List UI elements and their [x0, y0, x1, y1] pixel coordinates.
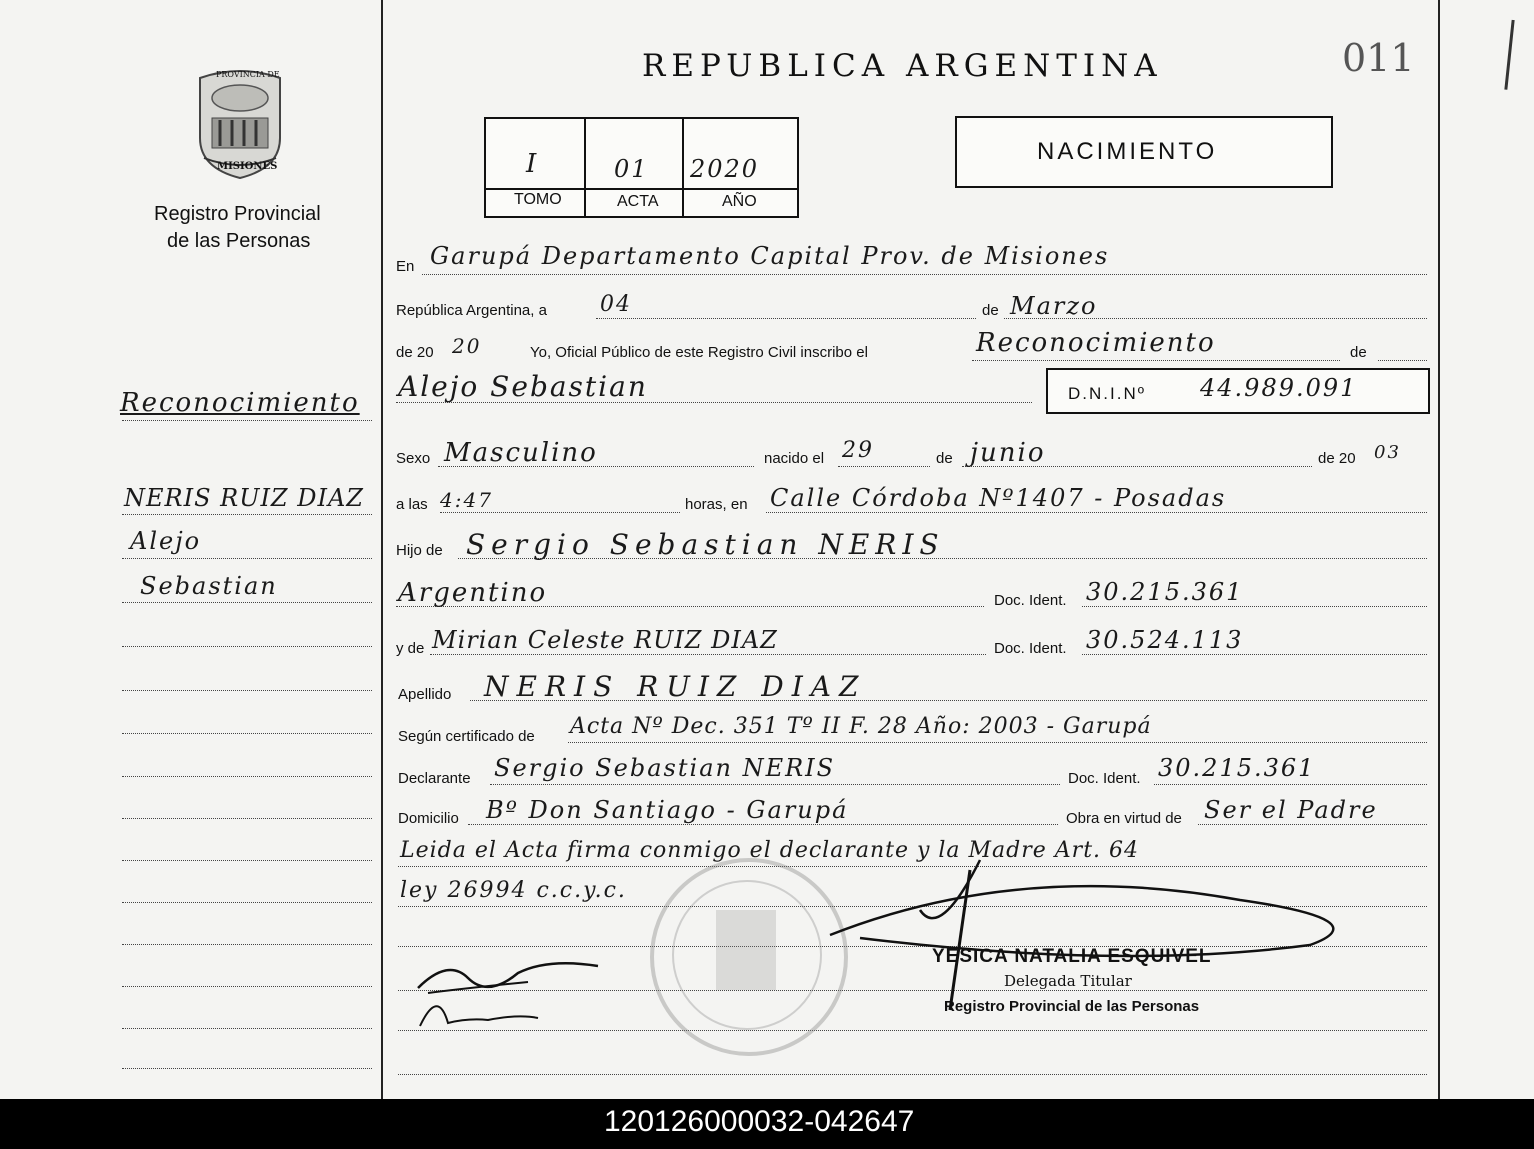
margin-row-11 — [122, 902, 372, 903]
margin-row-5 — [122, 646, 372, 647]
margin-row-8 — [122, 776, 372, 777]
value-certificado: Acta Nº Dec. 351 Tº II F. 28 Año: 2003 - Garupá — [570, 714, 1152, 739]
line-hora — [440, 512, 680, 513]
margin-row-12 — [122, 944, 372, 945]
margin-row-13 — [122, 986, 372, 987]
anio-label: AÑO — [722, 193, 757, 210]
footer-bar — [0, 1099, 1534, 1149]
official-name: YESICA NATALIA ESQUIVEL — [932, 946, 1212, 967]
label-de-20-nac: de 20 — [1318, 450, 1356, 467]
margin-divider-line — [381, 0, 383, 1099]
line-dia — [596, 318, 976, 319]
label-sexo: Sexo — [396, 450, 431, 467]
tomo-label: TOMO — [514, 191, 562, 208]
record-type-label: NACIMIENTO — [1037, 138, 1218, 165]
side-mark — [1504, 20, 1518, 90]
line-madre-doc — [1082, 654, 1427, 655]
margin-row-9 — [122, 818, 372, 819]
value-nac-mes: junio — [970, 438, 1046, 468]
margin-row-15 — [122, 1068, 372, 1069]
label-domicilio: Domicilio — [398, 810, 459, 827]
value-mes: Marzo — [1010, 292, 1098, 320]
label-segun-certificado: Según certificado de — [398, 728, 535, 745]
label-en: En — [396, 258, 415, 275]
folio-number: 011 — [1342, 36, 1415, 80]
barcode-number: 120126000032-042647 — [604, 1105, 915, 1138]
registry-name-line2: de las Personas — [167, 230, 311, 252]
line-lugar-nac — [766, 512, 1427, 513]
value-anio: 20 — [452, 334, 482, 358]
value-declarante-doc: 30.215.361 — [1158, 754, 1316, 782]
signature-official — [820, 850, 1380, 1020]
label-declarante: Declarante — [398, 770, 471, 787]
value-domicilio: Bº Don Santiago - Garupá — [486, 796, 849, 824]
label-doc-ident-madre: Doc. Ident. — [994, 640, 1067, 657]
value-sexo: Masculino — [444, 438, 598, 468]
margin-row-6 — [122, 690, 372, 691]
line-nac-dia — [838, 466, 930, 467]
value-nac-dia: 29 — [842, 438, 874, 463]
label-y-de: y de — [396, 640, 425, 657]
tomo-acta-anio-box — [484, 117, 799, 218]
label-de-mes: de — [982, 302, 999, 319]
label-yo-oficial: Yo, Oficial Público de este Registro Civil inscribo el — [530, 344, 868, 361]
value-dni: 44.989.091 — [1200, 374, 1358, 402]
registry-name-line1: Registro Provincial — [154, 203, 321, 225]
value-nacionalidad: Argentino — [398, 578, 548, 608]
value-apellido: NERIS RUIZ DIAZ — [484, 670, 867, 703]
line-declarante-doc — [1154, 784, 1427, 785]
label-obra: Obra en virtud de — [1066, 810, 1182, 827]
line-domicilio — [468, 824, 1058, 825]
margin-name1: Alejo — [130, 527, 202, 555]
value-madre-doc: 30.524.113 — [1086, 626, 1244, 654]
label-apellido: Apellido — [398, 686, 452, 703]
official-title: Delegada Titular — [1004, 972, 1132, 990]
label-doc-ident-padre: Doc. Ident. — [994, 592, 1067, 609]
value-nota2: ley 26994 c.c.y.c. — [400, 878, 627, 903]
value-acto: Reconocimiento — [976, 328, 1216, 358]
line-declarante — [490, 784, 1060, 785]
value-nac-anio: 03 — [1374, 442, 1401, 463]
line-obra — [1198, 824, 1427, 825]
value-declarante: Sergio Sebastian NERIS — [494, 754, 836, 782]
official-office: Registro Provincial de las Personas — [944, 998, 1200, 1015]
value-lugar: Garupá Departamento Capital Prov. de Misiones — [430, 242, 1110, 270]
value-padre: Sergio Sebastian NERIS — [466, 528, 945, 561]
signature-declarante — [408, 948, 608, 1048]
margin-row-7 — [122, 733, 372, 734]
label-republica: República Argentina, a — [396, 302, 547, 319]
value-nota1: Leida el Acta firma conmigo el declarante y la Madre Art. 64 — [400, 838, 1140, 863]
margin-row-2 — [122, 514, 372, 515]
record-type-box — [955, 116, 1333, 188]
country-title: REPUBLICA ARGENTINA — [642, 48, 1163, 84]
margin-name2: Sebastian — [140, 572, 278, 600]
value-madre: Mirian Celeste RUIZ DIAZ — [432, 626, 778, 654]
value-nombre: Alejo Sebastian — [398, 370, 648, 403]
line-de-acto-end — [1378, 360, 1427, 361]
value-padre-doc: 30.215.361 — [1086, 578, 1244, 606]
official-stamp — [650, 858, 848, 1056]
line-padre-doc — [1082, 606, 1427, 607]
margin-surname: NERIS RUIZ DIAZ — [124, 484, 364, 512]
label-nacido-el: nacido el — [764, 450, 825, 467]
label-doc-ident-declarante: Doc. Ident. — [1068, 770, 1141, 787]
label-de-acto: de — [1350, 344, 1367, 361]
acta-value: 01 — [614, 155, 649, 183]
label-de-20: de 20 — [396, 344, 434, 361]
value-lugar-nac: Calle Córdoba Nº1407 - Posadas — [770, 484, 1227, 512]
margin-row-14 — [122, 1028, 372, 1029]
margin-title: Reconocimiento — [120, 388, 360, 418]
margin-row-3 — [122, 558, 372, 559]
value-hora: 4:47 — [440, 488, 493, 512]
seal-bottom-text: MISIONES — [217, 161, 278, 172]
value-obra: Ser el Padre — [1204, 796, 1378, 824]
anio-value: 2020 — [690, 155, 760, 183]
acta-label: ACTA — [617, 193, 659, 210]
label-hijo-de: Hijo de — [396, 542, 443, 559]
label-dni: D.N.I.Nº — [1068, 384, 1146, 403]
tomo-value: I — [526, 149, 539, 179]
line-madre — [430, 654, 986, 655]
line-acto — [972, 360, 1340, 361]
margin-row-10 — [122, 860, 372, 861]
label-a-las: a las — [396, 496, 428, 513]
line-blank-4 — [398, 1074, 1427, 1075]
seal-top-text: PROVINCIA DE — [216, 70, 280, 79]
label-horas-en: horas, en — [685, 496, 748, 513]
label-de-nac-mes: de — [936, 450, 953, 467]
margin-row-4 — [122, 602, 372, 603]
line-certificado — [568, 742, 1427, 743]
line-lugar — [422, 274, 1427, 275]
provincial-seal — [190, 68, 290, 180]
right-border-line — [1438, 0, 1440, 1099]
value-dia: 04 — [600, 292, 632, 317]
margin-row-1 — [122, 420, 372, 421]
dni-box — [1046, 368, 1430, 414]
